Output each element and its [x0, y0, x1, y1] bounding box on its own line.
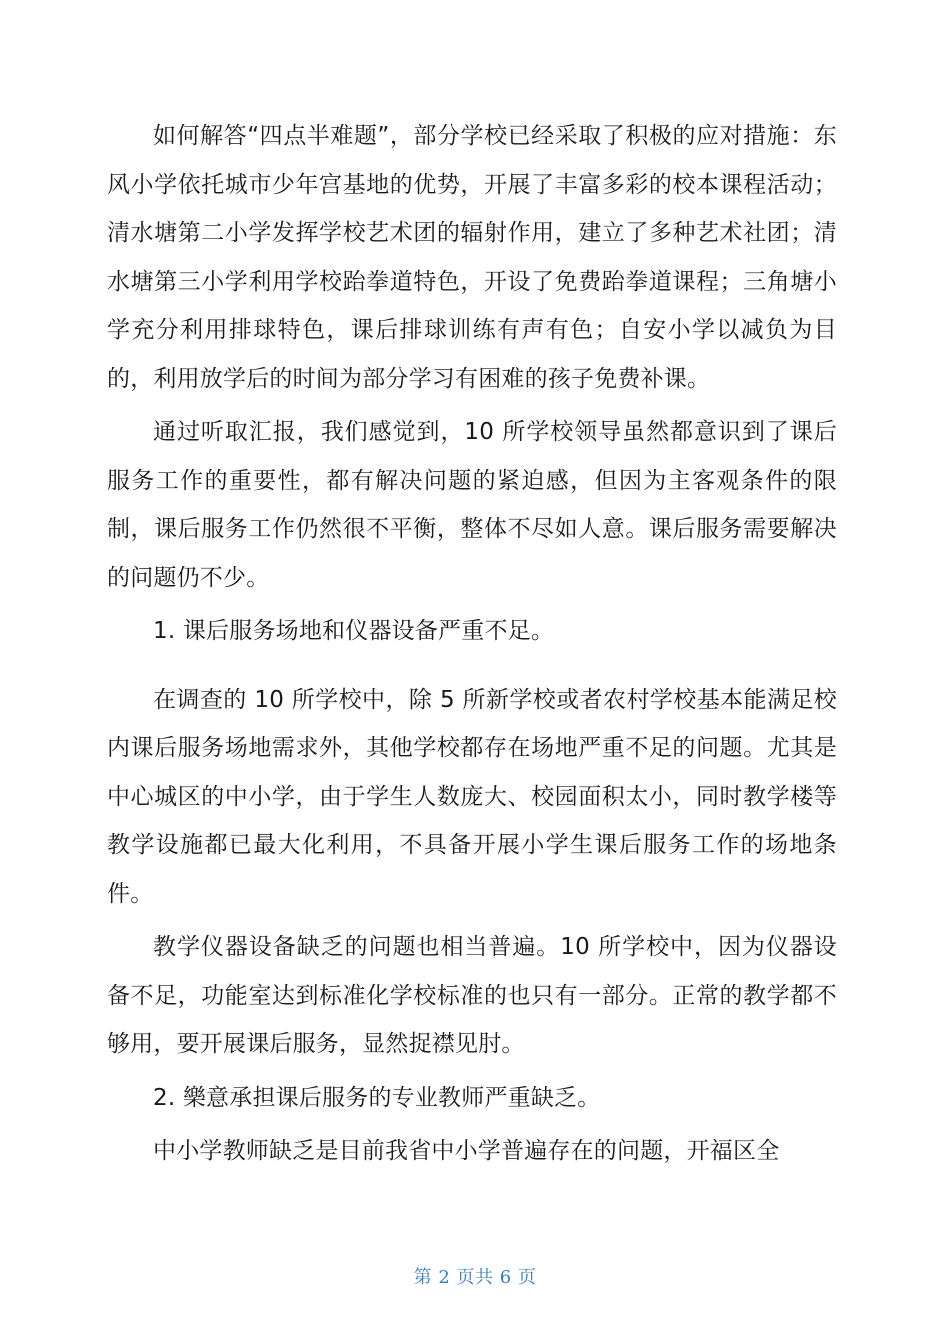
paragraph-findings: 通过听取汇报，我们感觉到，10 所学校领导虽然都意识到了课后服务工作的重要性，都有解决问题的紧迫感，但因为主客观条件的限制，课后服务工作仍然很不平衡，整体不尽如人意。课后服务需要解决的问题仍不少。: [107, 419, 837, 591]
document-body: [107, 112, 837, 1176]
paragraph-measures: 如何解答“四点半难题”，部分学校已经采取了积极的应对措施：东风小学依托城市少年宫基地的优势，开展了丰富多彩的校本课程活动；清水塘第二小学发挥学校艺术团的辐射作用，建立了多种艺术社团；清水塘第三小学利用学校跆拳道特色，开设了免费跆拳道课程；三角塘小学充分利用排球特色，课后排球训练有声有色；自安小学以减负为目的，利用放学后的时间为部分学习有困难的孩子免费补课。: [107, 123, 837, 392]
section-heading-1: 1. 课后服务场地和仪器设备严重不足。: [153, 618, 555, 644]
paragraph-teacher-shortage: 中小学教师缺乏是目前我省中小学普遍存在的问题，开福区全: [153, 1138, 780, 1164]
page-number-footer: 第 2 页共 6 页: [413, 1267, 537, 1288]
paragraph-equipment-shortage: 教学仪器设备缺乏的问题也相当普遍。10 所学校中，因为仪器设备不足，功能室达到标准化学校标准的也只有一部分。正常的教学都不够用，要开展课后服务，显然捉襟见肘。: [107, 934, 837, 1057]
paragraph-venue-shortage: 在调查的 10 所学校中，除 5 所新学校或者农村学校基本能满足校内课后服务场地需求外，其他学校都存在场地严重不足的问题。尤其是中心城区的中小学，由于学生人数庞大、校园面积太小，同时教学楼等教学设施都已最大化利用，不具备开展小学生课后服务工作的场地条件。: [107, 686, 837, 907]
section-heading-2: 2. 樂意承担课后服务的专业教师严重缺乏。: [153, 1084, 601, 1111]
